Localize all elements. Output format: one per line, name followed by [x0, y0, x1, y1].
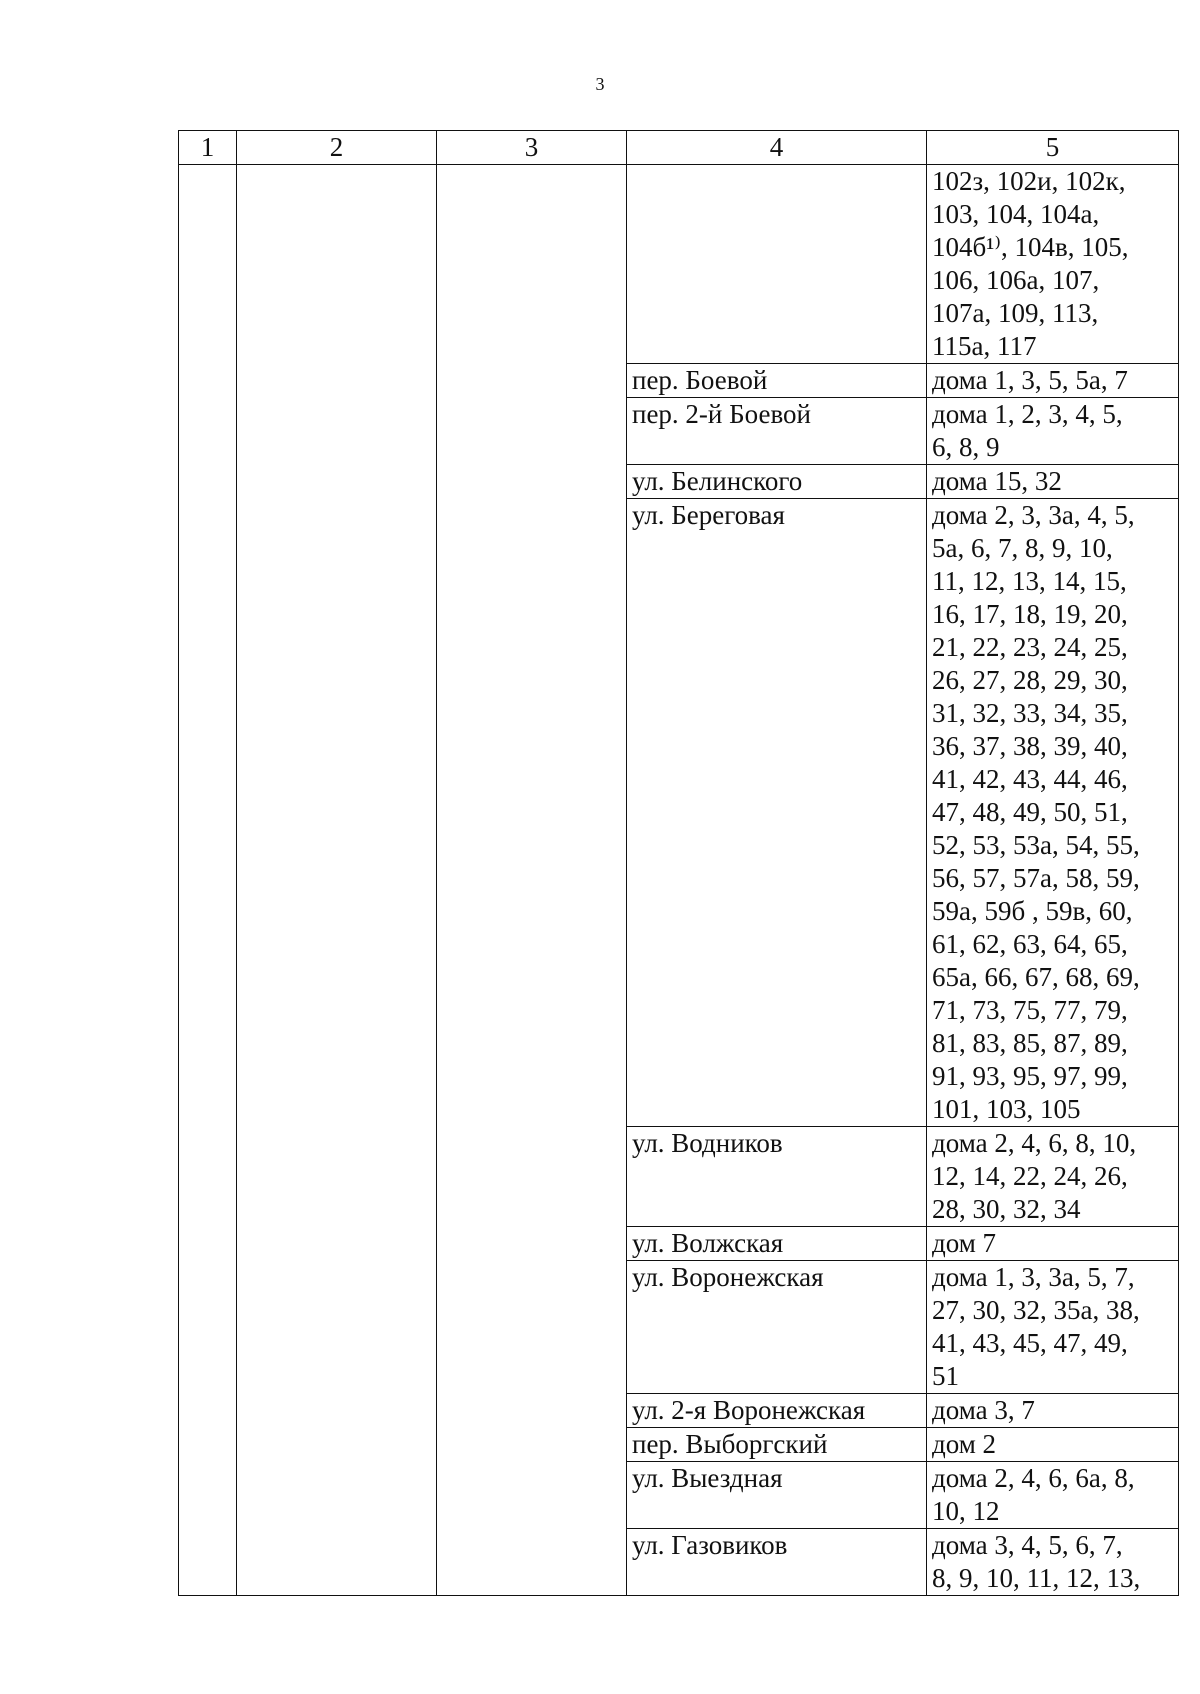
houses-cell: дома 2, 3, 3а, 4, 5, 5а, 6, 7, 8, 9, 10, 11, 12, 13, 14, 15, 16, 17, 18, 19, 20, 21, 22, 23, 24, 25, 26, 27, 28, 29, 30, 31, 32, 33, 34, 35, 36, 37, 38, 39, 40, 41, 42, 43, 44, 46, 47, 48, 49, 50, 51, 52, 53, 53а, 54, 55, 56, 57, 57а, 58, 59, 59а, 59б , 59в, 60, 61, 62, 63, 64, 65, 65а, 66, 67, 68, 69, 71, 73, 75, 77, 79, 81, 83, 85, 87, 89, 91, 93, 95, 97, 99, 101, 103, 105 — [927, 499, 1179, 1127]
houses-cell: дома 15, 32 — [927, 465, 1179, 499]
street-cell: ул. Береговая — [627, 499, 927, 1127]
houses-cell: дома 1, 2, 3, 4, 5, 6, 8, 9 — [927, 398, 1179, 465]
houses-cell: дома 3, 4, 5, 6, 7, 8, 9, 10, 11, 12, 13, — [927, 1529, 1179, 1596]
column-3-cell — [437, 165, 627, 1596]
houses-cell: дома 2, 4, 6, 8, 10, 12, 14, 22, 24, 26, 28, 30, 32, 34 — [927, 1127, 1179, 1227]
header-row — [179, 131, 1179, 165]
header-cell-5: 5 — [927, 131, 1179, 165]
page-number: 3 — [595, 74, 605, 94]
houses-cell: дома 2, 4, 6, 6а, 8, 10, 12 — [927, 1462, 1179, 1529]
houses-cell: дома 3, 7 — [927, 1394, 1179, 1428]
street-cell — [627, 165, 927, 364]
street-cell: пер. Боевой — [627, 364, 927, 398]
address-table — [178, 130, 1179, 1596]
address-table-body — [179, 131, 1179, 1596]
houses-cell: дома 1, 3, 5, 5а, 7 — [927, 364, 1179, 398]
houses-cell: дома 1, 3, 3а, 5, 7, 27, 30, 32, 35а, 38, 41, 43, 45, 47, 49, 51 — [927, 1261, 1179, 1394]
column-1-cell — [179, 165, 237, 1596]
street-cell: ул. Воронежская — [627, 1261, 927, 1394]
header-cell-4: 4 — [627, 131, 927, 165]
street-cell: ул. Белинского — [627, 465, 927, 499]
header-cell-3: 3 — [437, 131, 627, 165]
houses-cell: 102з, 102и, 102к, 103, 104, 104а, 104б¹⁾, 104в, 105, 106, 106а, 107, 107а, 109, 113, 115а, 117 — [927, 165, 1179, 364]
street-cell: ул. 2-я Воронежская — [627, 1394, 927, 1428]
street-cell: ул. Волжская — [627, 1227, 927, 1261]
header-cell-2: 2 — [237, 131, 437, 165]
continuation-row — [179, 165, 1179, 364]
street-cell: пер. Выборгский — [627, 1428, 927, 1462]
column-2-cell — [237, 165, 437, 1596]
houses-cell: дом 2 — [927, 1428, 1179, 1462]
header-cell-1: 1 — [179, 131, 237, 165]
street-cell: ул. Выездная — [627, 1462, 927, 1529]
street-cell: ул. Газовиков — [627, 1529, 927, 1596]
street-cell: ул. Водников — [627, 1127, 927, 1227]
houses-cell: дом 7 — [927, 1227, 1179, 1261]
street-cell: пер. 2-й Боевой — [627, 398, 927, 465]
